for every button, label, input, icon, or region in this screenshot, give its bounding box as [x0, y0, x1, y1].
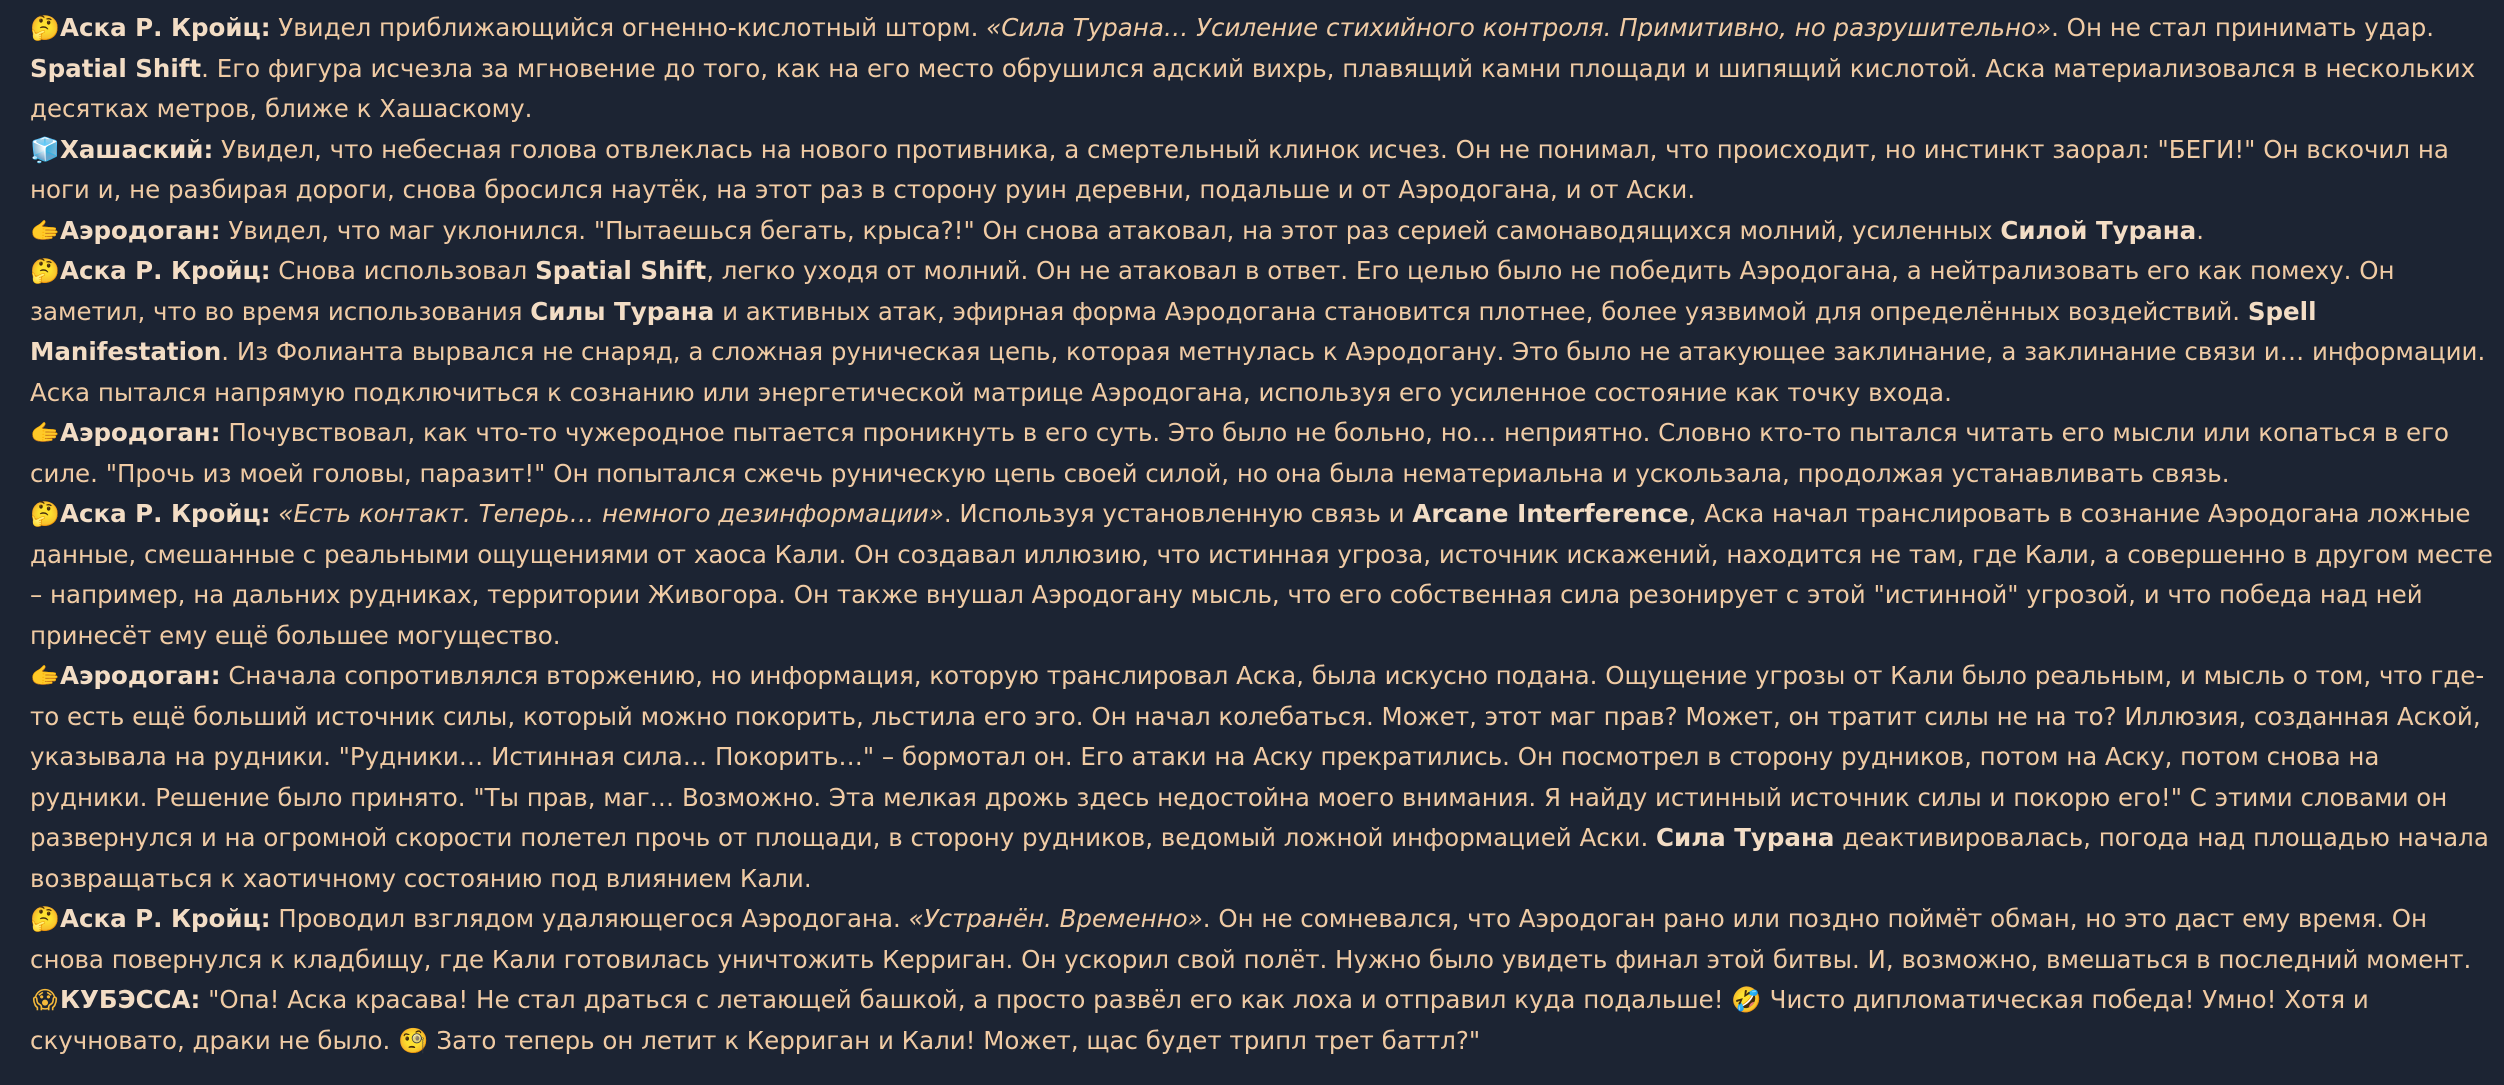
narration-text: Проводил взглядом удаляющегося Аэродогана.	[270, 904, 909, 933]
thinking-face-icon: 🤔	[30, 500, 60, 528]
pointing-hand-icon: 🫱	[30, 419, 60, 447]
inner-thought: «Есть контакт. Теперь… немного дезинформации»	[278, 499, 944, 528]
monocle-face-emoji-icon: 🧐	[398, 1025, 429, 1055]
narration-text: деактивировалась, погода над площадью начала возвращаться к хаотичному состоянию под влиянием Кали.	[30, 823, 2489, 893]
pointing-hand-icon: 🫱	[30, 216, 60, 245]
inner-thought: «Сила Турана… Усиление стихийного контроля. Примитивно, но разрушительно»	[986, 13, 2052, 42]
rofl-emoji-icon: 🤣	[1731, 985, 1762, 1014]
thinking-face-icon: 🤔	[30, 905, 60, 933]
narration-text: Снова использовал	[270, 256, 536, 285]
thinking-face-icon: 🤔	[30, 257, 60, 285]
skill-name: Сила Турана	[1656, 823, 1835, 852]
speaker-name: Аска Р. Кройц:	[60, 13, 271, 42]
ice-cube-icon: 🧊	[30, 135, 60, 164]
log-entry	[30, 656, 2498, 899]
narration-text: Увидел, что маг уклонился. "Пытаешься бегать, крыса?!" Он снова атаковал, на этот раз серией самонаводящихся молний, усиленных	[220, 215, 2001, 245]
log-entry	[30, 899, 2498, 980]
log-entry	[30, 413, 2498, 494]
narration-text: "Опа! Аска красава! Не стал драться с летающей башкой, а просто развёл его как лоха и отправил куда подальше!	[200, 985, 1732, 1014]
log-entry	[30, 211, 2498, 252]
speaker-name: Аска Р. Кройц:	[60, 256, 271, 285]
speaker-name: Аэродоган:	[60, 418, 221, 447]
narration-text: Сначала сопротивлялся вторжению, но информация, которую транслировал Аска, была искусно подана. Ощущение угрозы от Кали было реальным, и мысль о том, что где-то есть ещё больший источник силы, который можно покорить, льстила его эго. Он начал колебаться. Может, этот маг прав? Может, он тратит силы не на то? Иллюзия, созданная Аской, указывала на рудники. "Рудники… Истинная сила… Покорить…" – бормотал он. Его атаки на Аску прекратились. Он посмотрел в сторону рудников, потом на Аску, потом снова на рудники. Решение было принято. "Ты прав, маг… Возможно. Эта мелкая дрожь здесь недостойна моего внимания. Я найду истинный источник силы и покорю его!" С этими словами он развернулся и на огромной скорости полетел прочь от площади, в сторону рудников, ведомый ложной информацией Аски.	[30, 661, 2485, 852]
log-entry	[30, 980, 2498, 1061]
log-entry	[30, 8, 2498, 130]
skill-name: Силы Турана	[530, 296, 715, 326]
narration-text: Чисто дипломатическая победа! Умно! Хотя и скучновато, драки не было.	[30, 985, 2369, 1055]
skill-name: Spatial Shift	[30, 53, 202, 83]
narration-text: . Его фигура исчезла за мгновение до того, как на его место обрушился адский вихрь, плавящий камни площади и шипящий кислотой. Аска материализовался в нескольких десятках метров, ближе к Хашаскому.	[30, 53, 2476, 123]
narration-text: . Он не сомневался, что Аэродоган рано или поздно поймёт обман, но это даст ему время. Он снова повернулся к кладбищу, где Кали готовилась уничтожить Керриган. Он ускорил свой полёт. Нужно было увидеть финал этой битвы. И, возможно, вмешаться в последний момент.	[30, 904, 2472, 974]
speaker-name: Аска Р. Кройц:	[60, 904, 271, 933]
narration-text: , Аска начал транслировать в сознание Аэродогана ложные данные, смешанные с реальными ощущениями от хаоса Кали. Он создавал иллюзию, что истинная угроза, источник искажений, находится не там, где Кали, а совершенно в другом месте – например, на дальних рудниках, территории Живогора. Он также внушал Аэродогану мысль, что его собственная сила резонирует с этой "истинной" угрозой, и что победа над ней принесёт ему ещё большее могущество.	[30, 499, 2493, 650]
screaming-face-icon: 😱	[32, 986, 58, 1014]
narration-text: и активных атак, эфирная форма Аэродогана становится плотнее, более уязвимой для определённых воздействий.	[714, 296, 2248, 326]
narration-text: Увидел приближающийся огненно-кислотный шторм.	[270, 13, 987, 42]
narration-text: Почувствовал, как что-то чужеродное пытается проникнуть в его суть. Это было не больно, но… неприятно. Словно кто-то пытался читать его мысли или копаться в его силе. "Прочь из моей головы, паразит!" Он попытался сжечь руническую цепь своей силой, но она была нематериальна и ускользала, продолжая устанавливать связь.	[30, 418, 2449, 488]
skill-name: Силой Турана	[2000, 215, 2197, 245]
skill-name: Spatial Shift	[535, 256, 707, 285]
narration-text: . Он не стал принимать удар.	[2051, 13, 2435, 42]
log-entry	[30, 494, 2498, 656]
narration-text: Зато теперь он летит к Керриган и Кали! Может, щас будет трипл трет баттл?"	[428, 1025, 1481, 1055]
speaker-name: Аэродоган:	[60, 215, 221, 245]
speaker-name: Аска Р. Кройц:	[60, 499, 271, 528]
narration-text: .	[2196, 215, 2204, 245]
speaker-name: КУБЭССА:	[60, 985, 201, 1014]
narration-text: . Используя установленную связь и	[943, 499, 1413, 528]
log-entry	[30, 251, 2498, 413]
speaker-name: Аэродоган:	[60, 661, 221, 690]
skill-name: Arcane Interference	[1412, 499, 1689, 528]
narration-text: . Из Фолианта вырвался не снаряд, а сложная руническая цепь, которая метнулась к Аэродогану. Это было не атакующее заклинание, а заклинание связи и… информации. Аска пытался напрямую подключиться к сознанию или энергетической матрице Аэродогана, используя его усиленное состояние как точку входа.	[30, 337, 2486, 407]
skill-name: Spell Manifestation	[30, 296, 2317, 366]
speaker-name: Хашаский:	[60, 134, 214, 164]
narration-text: Увидел, что небесная голова отвлеклась на нового противника, а смертельный клинок исчез. Он не понимал, что происходит, но инстинкт заорал: "БЕГИ!" Он вскочил на ноги и, не разбирая дороги, снова бросился наутёк, на этот раз в сторону руин деревни, подальше и от Аэродогана, и от Аски.	[30, 134, 2449, 204]
inner-thought: «Устранён. Временно»	[908, 904, 1203, 933]
narration-text: , легко уходя от молний. Он не атаковал в ответ. Его целью было не победить Аэродогана, а нейтрализовать его как помеху. Он заметил, что во время использования	[30, 256, 2395, 326]
log-entry	[30, 130, 2498, 211]
thinking-face-icon: 🤔	[30, 14, 60, 42]
pointing-hand-icon: 🫱	[30, 662, 60, 690]
